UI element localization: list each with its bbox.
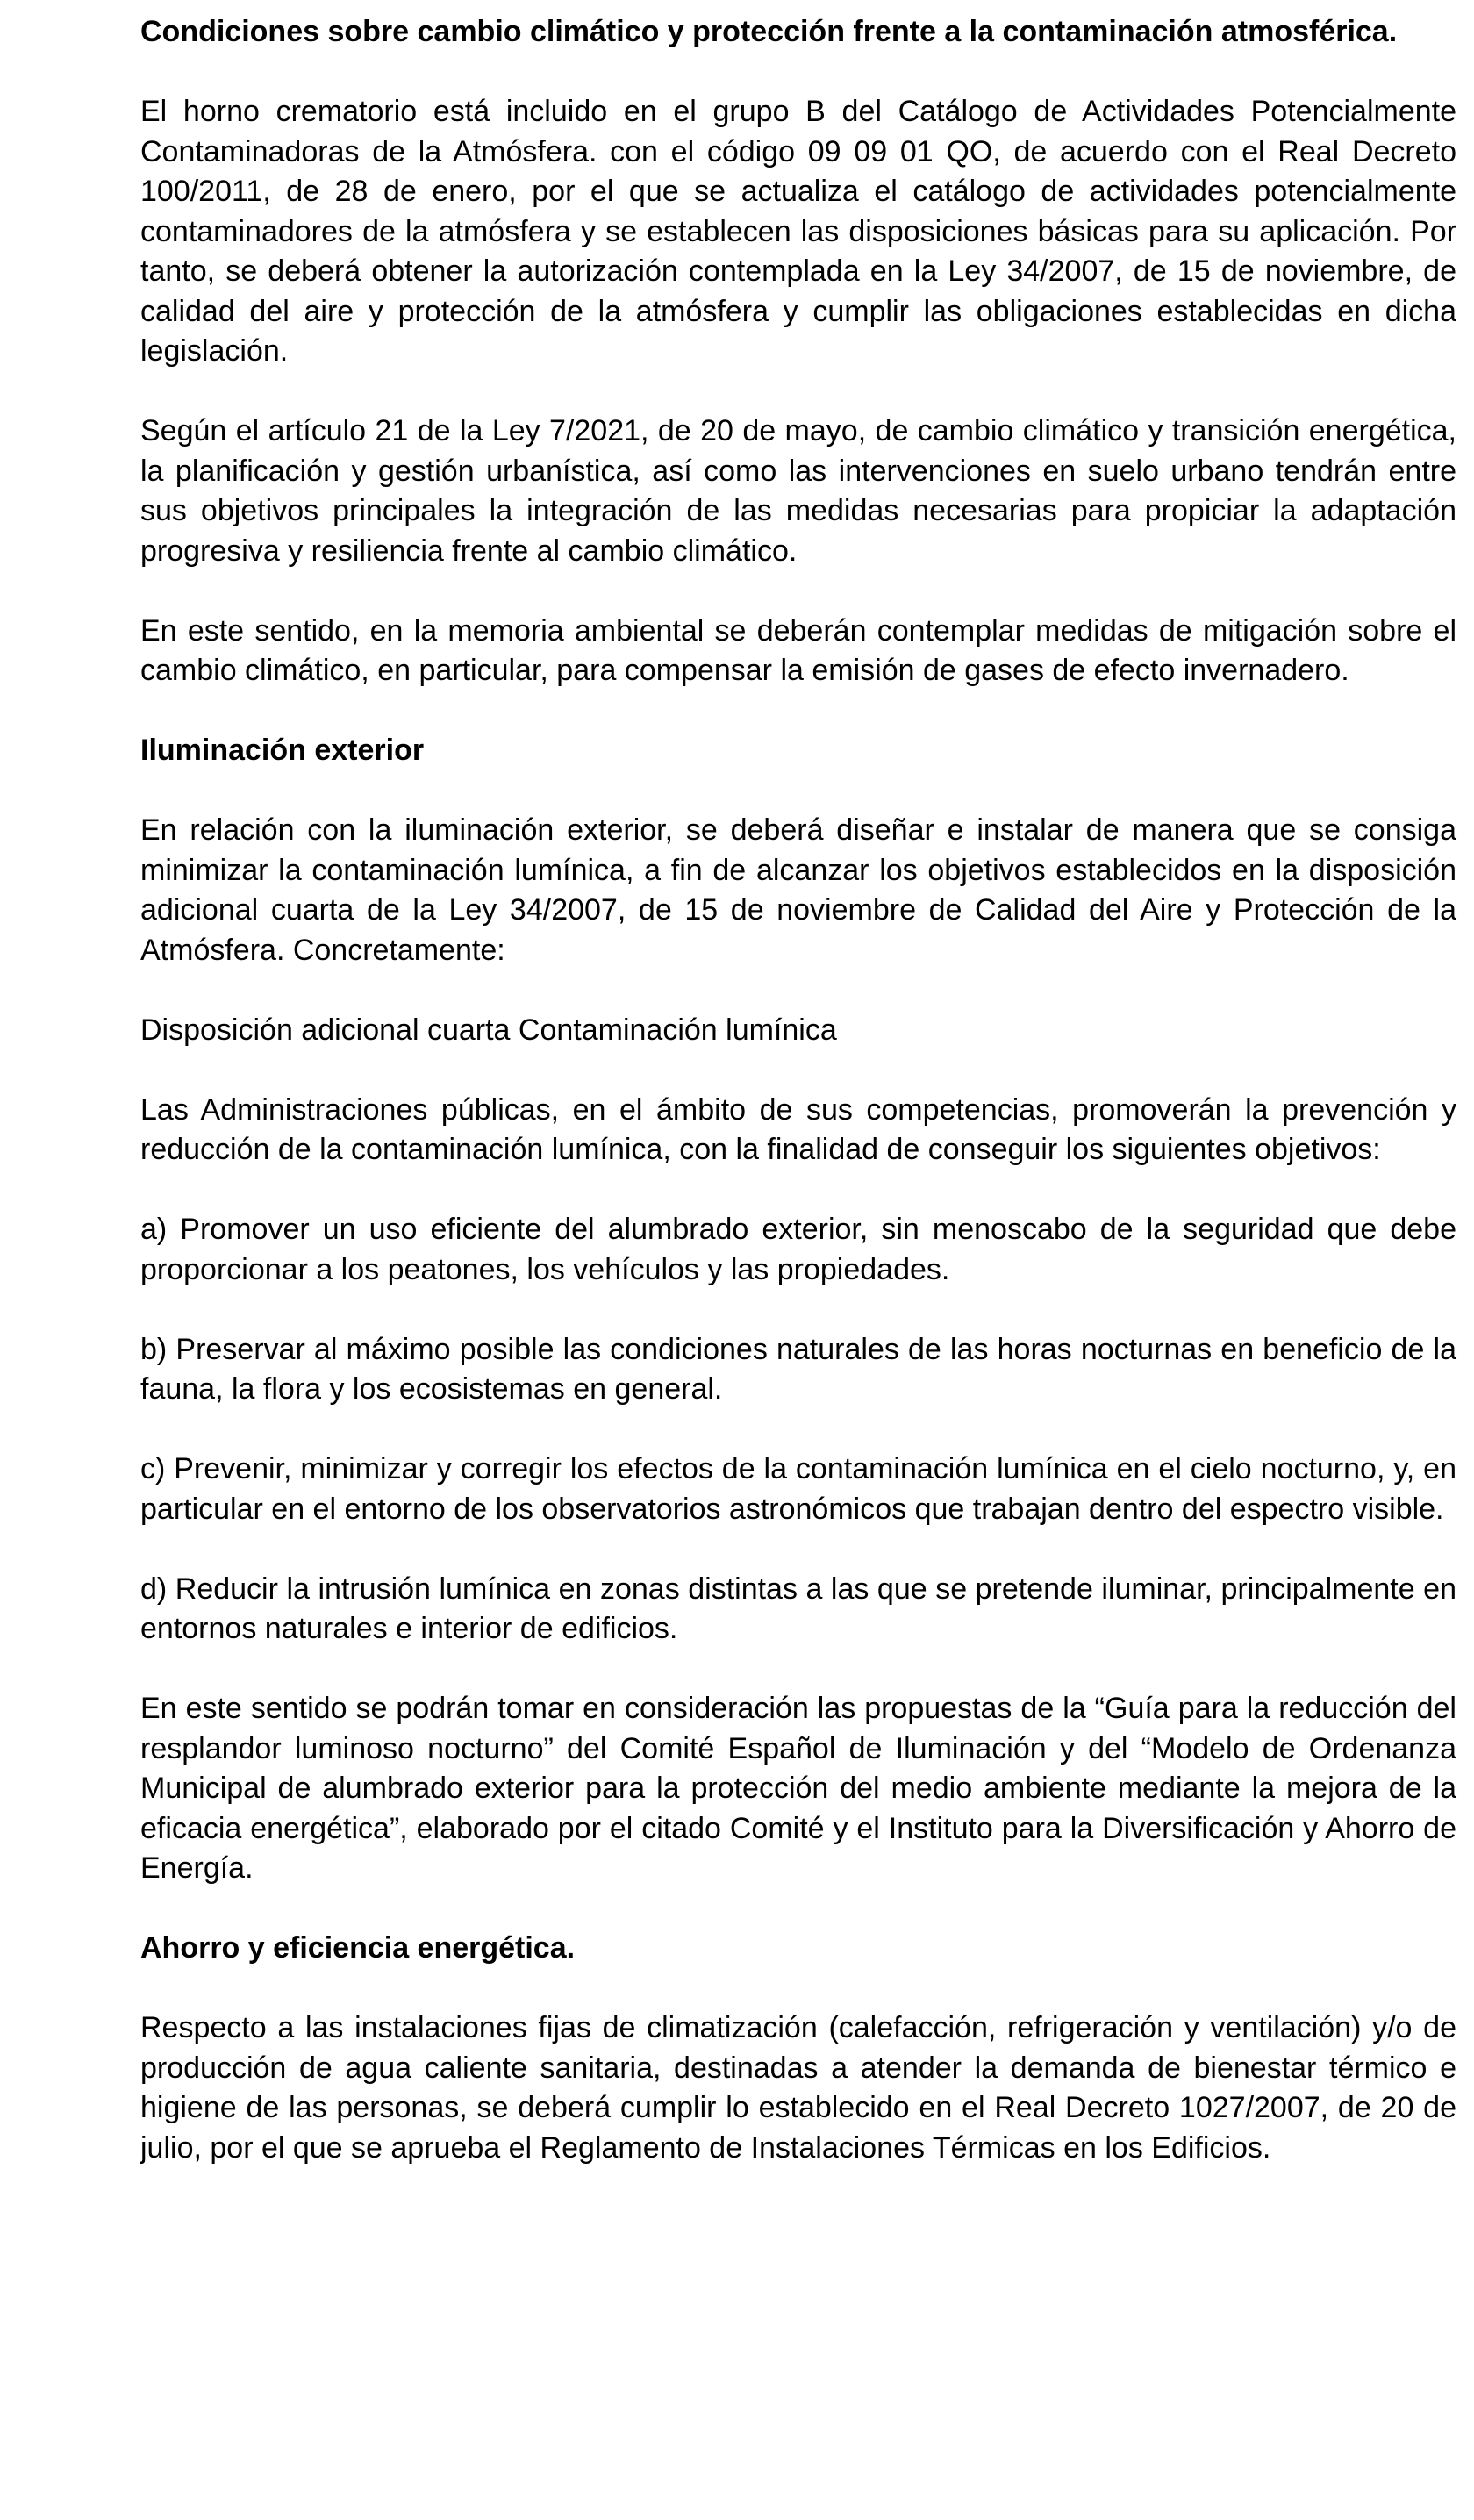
section-heading-lighting: Iluminación exterior bbox=[140, 734, 425, 767]
section-heading-climate: Condiciones sobre cambio climático y protección frente a la contaminación atmosférica. bbox=[140, 15, 1398, 48]
list-item-a: a) Promover un uso eficiente del alumbrado exterior, sin menoscabo de la seguridad que debe proporcionar a los peatones, los vehículos y las propiedades. bbox=[140, 1213, 1456, 1286]
section-heading-energy: Ahorro y eficiencia energética. bbox=[140, 1931, 576, 1965]
list-item-b: b) Preservar al máximo posible las condiciones naturales de las horas nocturnas en beneficio de la fauna, la flora y los ecosistemas en general. bbox=[140, 1332, 1456, 1406]
paragraph-thermal-installations: Respecto a las instalaciones fijas de climatización (calefacción, refrigeración y ventilación) y/o de producción de agua caliente sanitaria, destinadas a atender la demanda de bienestar térmico e higiene de las personas, se deberá cumplir lo establecido en el Real Decreto 1027/2007, de 20 de julio, por el que se aprueba el Reglamento de Instalaciones Térmicas en los Edificios. bbox=[140, 2011, 1456, 2165]
paragraph-crematorium: El horno crematorio está incluido en el grupo B del Catálogo de Actividades Potencialmente Contaminadoras de la Atmósfera. con el código 09 09 01 QO, de acuerdo con el Real Decreto 100/2011, de 28 de enero, por el que se actualiza el catálogo de actividades potencialmente contaminadores de la atmósfera y se establecen las disposiciones básicas para su aplicación. Por tanto, se deberá obtener la autorización contemplada en la Ley 34/2007, de 15 de noviembre, de calidad del aire y protección de la atmósfera y cumplir las obligaciones establecidas en dicha legislación. bbox=[140, 95, 1456, 368]
list-item-d: d) Reducir la intrusión lumínica en zonas distintas a las que se pretende iluminar, principalmente en entornos naturales e interior de edificios. bbox=[140, 1571, 1456, 1645]
paragraph-administrations: Las Administraciones públicas, en el ámbito de sus competencias, promoverán la prevención y reducción de la contaminación lumínica, con la finalidad de conseguir los siguientes objetivos: bbox=[140, 1092, 1456, 1166]
paragraph-mitigation: En este sentido, en la memoria ambiental se deberán contemplar medidas de mitigación sobre el cambio climático, en particular, para compensar la emisión de gases de efecto invernadero. bbox=[140, 613, 1456, 687]
paragraph-climate-law: Según el artículo 21 de la Ley 7/2021, de 20 de mayo, de cambio climático y transición energética, la planificación y gestión urbanística, así como las intervenciones en suelo urbano tendrán entre sus objetivos principales la integración de las medidas necesarias para propiciar la adaptación progresiva y resiliencia frente al cambio climático. bbox=[140, 414, 1456, 568]
paragraph-lighting-intro: En relación con la iluminación exterior, se deberá diseñar e instalar de manera que se consiga minimizar la contaminación lumínica, a fin de alcanzar los objetivos establecidos en la disposición adicional cuarta de la Ley 34/2007, de 15 de noviembre de Calidad del Aire y Protección de la Atmósfera. Concretamente: bbox=[140, 813, 1456, 967]
list-item-c: c) Prevenir, minimizar y corregir los efectos de la contaminación lumínica en el cielo nocturno, y, en particular en el entorno de los observatorios astronómicos que trabajan dentro del espectro visible. bbox=[140, 1452, 1456, 1526]
paragraph-provision-title: Disposición adicional cuarta Contaminación lumínica bbox=[140, 1013, 837, 1047]
paragraph-guidelines: En este sentido se podrán tomar en consideración las propuestas de la “Guía para la reducción del resplandor luminoso nocturno” del Comité Español de Iluminación y del “Modelo de Ordenanza Municipal de alumbrado exterior para la protección del medio ambiente mediante la mejora de la eficacia energética”, elaborado por el citado Comité y el Instituto para la Diversificación y Ahorro de Energía. bbox=[140, 1692, 1456, 1885]
document-page bbox=[140, 12, 1456, 2168]
